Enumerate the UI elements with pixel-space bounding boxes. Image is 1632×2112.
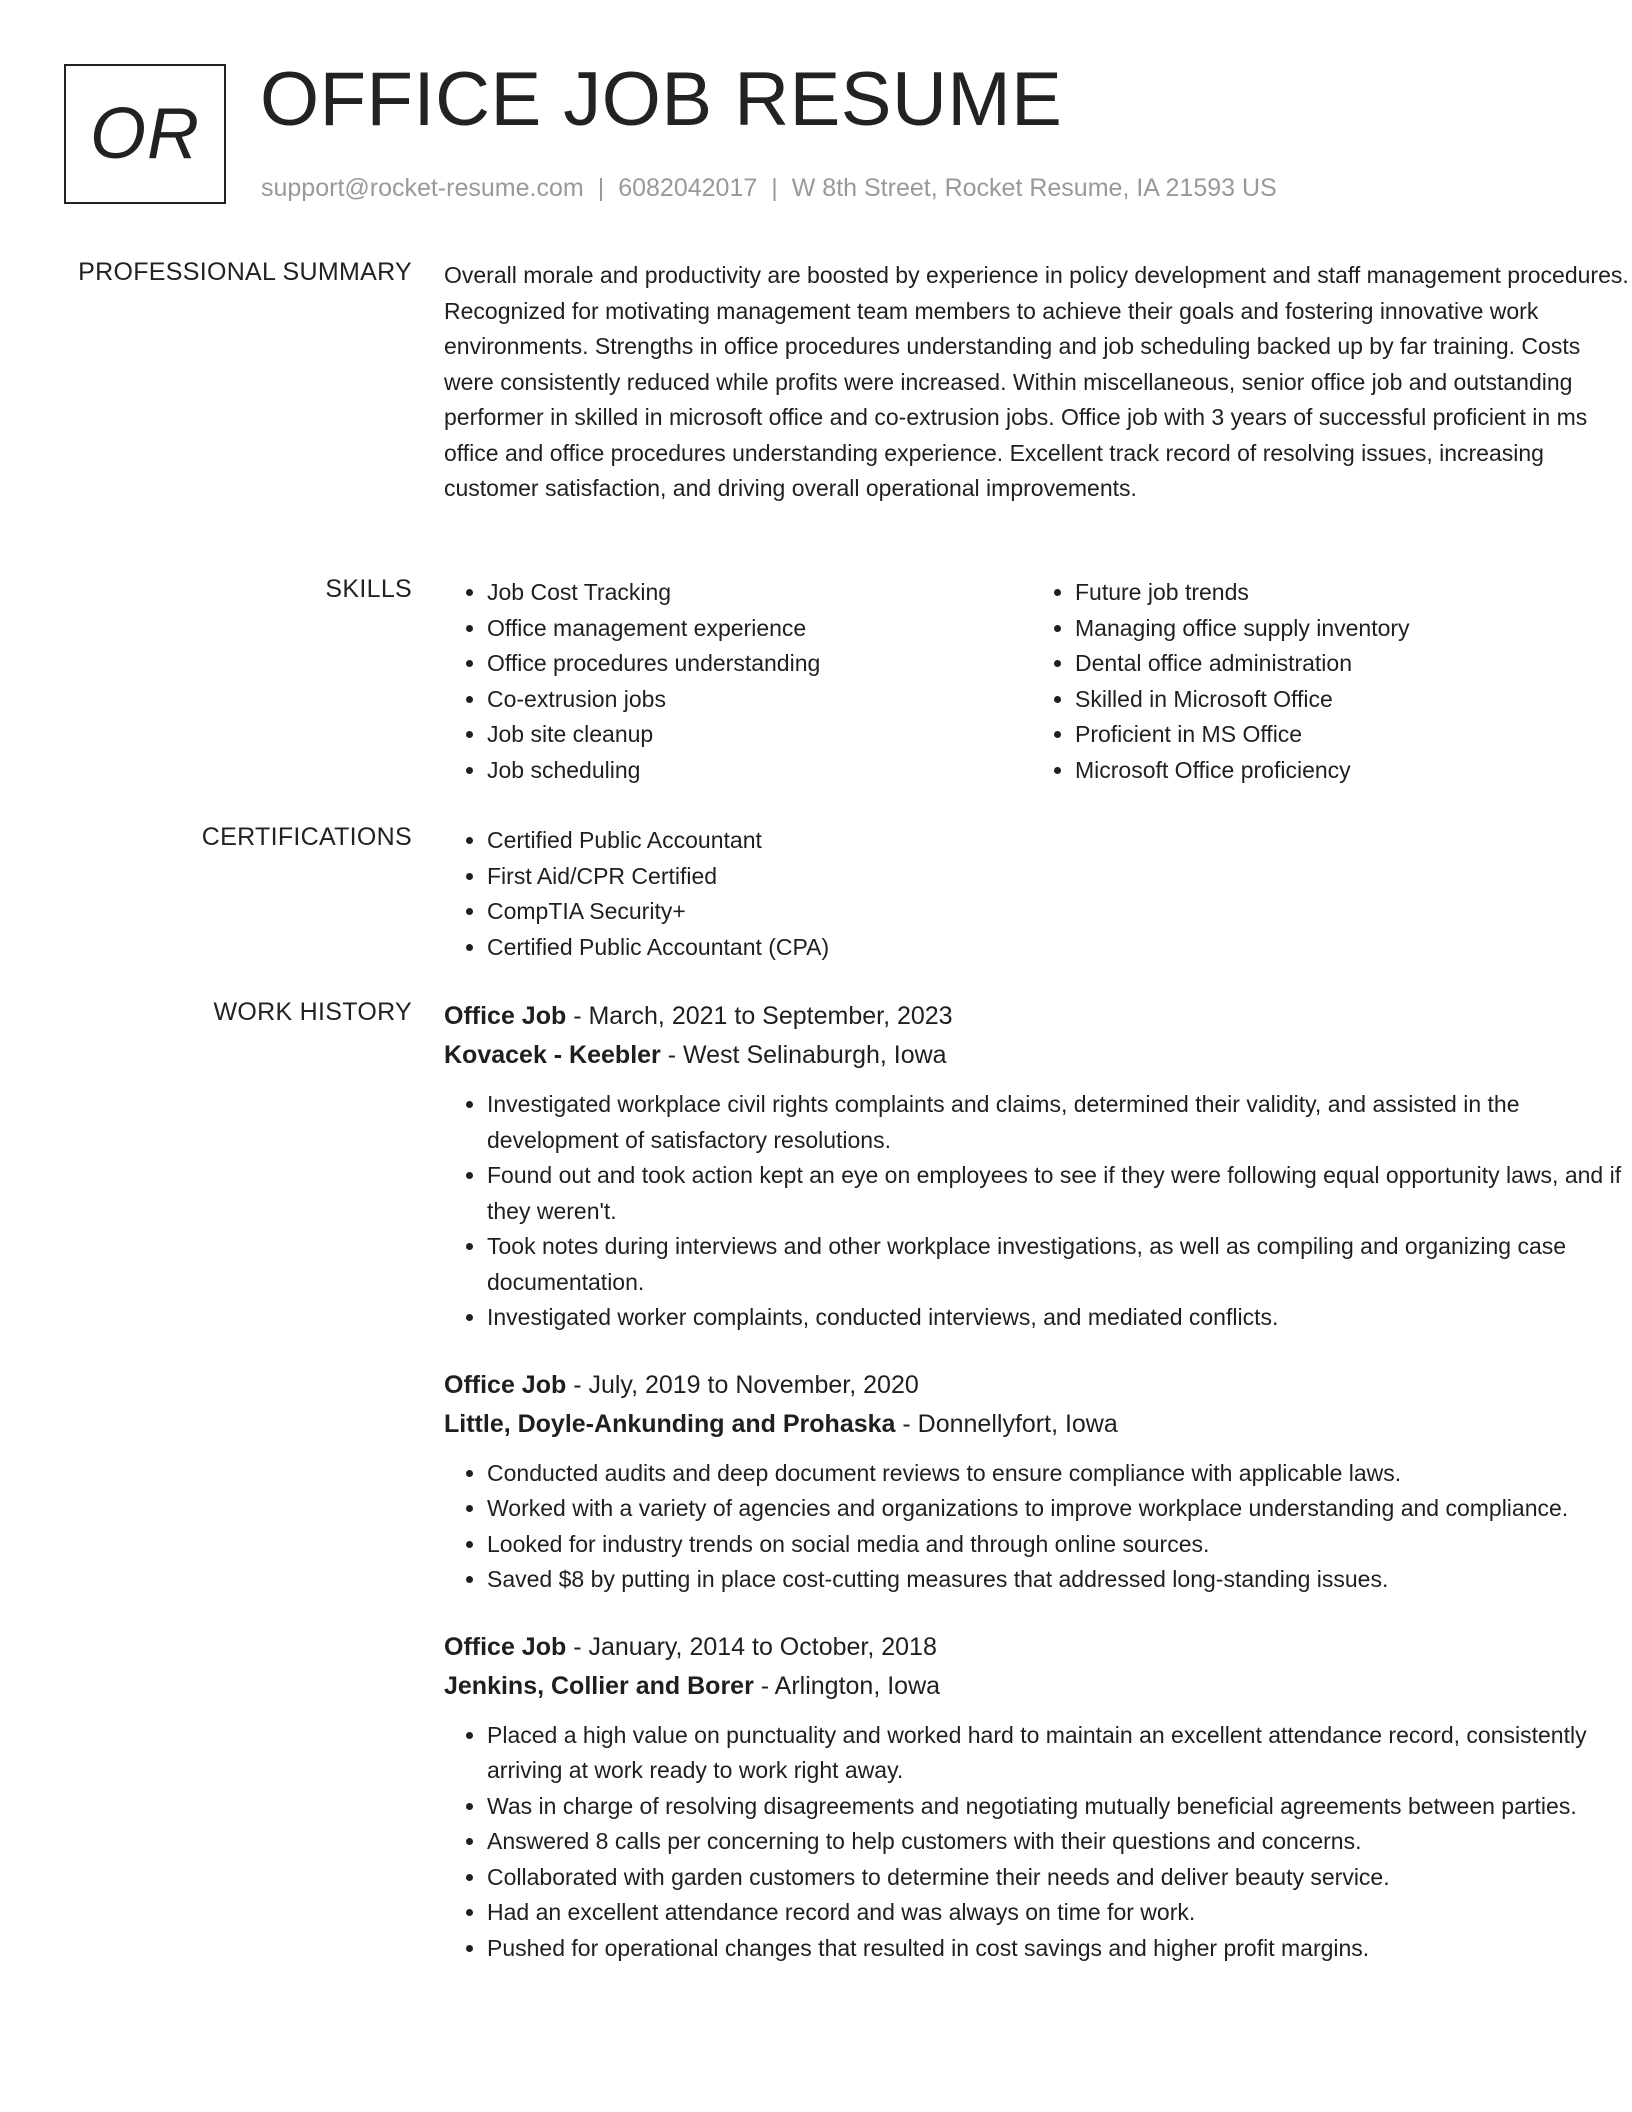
job-duties-list bbox=[444, 1456, 1629, 1598]
job-dates: - March, 2021 to September, 2023 bbox=[566, 1002, 953, 1030]
list-item: • CompTIA Security+ bbox=[487, 894, 1629, 930]
job-title-line bbox=[444, 1628, 1629, 1667]
certifications-body bbox=[444, 823, 1629, 965]
list-item: • Conducted audits and deep document reviews to ensure compliance with applicable laws. bbox=[487, 1456, 1629, 1492]
job-dates: - July, 2019 to November, 2020 bbox=[566, 1370, 919, 1399]
list-item: • Pushed for operational changes that resulted in cost savings and higher profit margins. bbox=[487, 1931, 1629, 1967]
list-item: • Took notes during interviews and other workplace investigations, as well as compiling and organizing case documentation. bbox=[487, 1229, 1629, 1300]
list-item: • Microsoft Office proficiency bbox=[1075, 753, 1620, 789]
job-title-line bbox=[444, 1366, 1629, 1405]
list-item: • Investigated workplace civil rights complaints and claims, determined their validity, and assisted in the development of satisfactory resolutions. bbox=[487, 1087, 1629, 1158]
list-item: • First Aid/CPR Certified bbox=[487, 859, 1629, 895]
job-title-line bbox=[444, 997, 1629, 1036]
work-history-body bbox=[444, 997, 1629, 1966]
list-item: • Worked with a variety of agencies and organizations to improve workplace understanding and compliance. bbox=[487, 1491, 1629, 1527]
section-label-certifications: CERTIFICATIONS bbox=[201, 823, 412, 851]
job-location: - West Selinaburgh, Iowa bbox=[660, 1041, 947, 1069]
list-item: • Investigated worker complaints, conducted interviews, and mediated conflicts. bbox=[487, 1300, 1629, 1336]
list-item: • Answered 8 calls per concerning to help customers with their questions and concerns. bbox=[487, 1824, 1629, 1860]
job-location: - Arlington, Iowa bbox=[753, 1671, 941, 1700]
contact-separator: | bbox=[771, 174, 778, 202]
job-company-line bbox=[444, 1405, 1629, 1444]
section-label-work-history: WORK HISTORY bbox=[213, 998, 412, 1026]
resume-title: OFFICE JOB RESUME bbox=[260, 57, 1063, 142]
summary-body bbox=[444, 258, 1629, 507]
list-item: • Skilled in Microsoft Office bbox=[1075, 682, 1620, 718]
job-duties-list bbox=[444, 1087, 1629, 1336]
list-item: • Had an excellent attendance record and was always on time for work. bbox=[487, 1895, 1629, 1931]
contact-email[interactable]: support@rocket-resume.com bbox=[261, 174, 584, 202]
list-item: • Job scheduling bbox=[487, 753, 1032, 789]
list-item: • Co-extrusion jobs bbox=[487, 682, 1032, 718]
list-item: • Looked for industry trends on social media and through online sources. bbox=[487, 1527, 1629, 1563]
skills-list-left bbox=[444, 575, 1032, 788]
job-company: Kovacek - Keebler bbox=[444, 1041, 661, 1069]
job-title: Office Job bbox=[444, 1370, 567, 1399]
job-company-line bbox=[444, 1036, 1629, 1075]
job-company: Jenkins, Collier and Borer bbox=[444, 1671, 754, 1700]
skills-grid bbox=[444, 575, 1629, 788]
list-item: • Proficient in MS Office bbox=[1075, 717, 1620, 753]
job-dates: - January, 2014 to October, 2018 bbox=[566, 1632, 937, 1661]
list-item: • Office procedures understanding bbox=[487, 646, 1032, 682]
list-item: • Collaborated with garden customers to determine their needs and deliver beauty service. bbox=[487, 1860, 1629, 1896]
resume-header bbox=[64, 57, 1564, 214]
monogram-logo: OR bbox=[64, 64, 226, 204]
list-item: • Found out and took action kept an eye on employees to see if they were following equal opportunity laws, and if they weren't. bbox=[487, 1158, 1629, 1229]
list-item: • Certified Public Accountant (CPA) bbox=[487, 930, 1629, 966]
job-duties-list bbox=[444, 1718, 1629, 1967]
list-item: • Future job trends bbox=[1075, 575, 1620, 611]
list-item: • Certified Public Accountant bbox=[487, 823, 1629, 859]
list-item: • Dental office administration bbox=[1075, 646, 1620, 682]
summary-text: Overall morale and productivity are boosted by experience in policy development and staff management procedures. Recognized for motivating management team members to achieve their goals and fostering innovative work environments. Strengths in office procedures understanding and job scheduling backed up by far training. Costs were consistently reduced while profits were increased. Within miscellaneous, senior office job and outstanding performer in skilled in microsoft office and co-extrusion jobs. Office job with 3 years of successful proficient in ms office and office procedures understanding experience. Excellent track record of resolving issues, increasing customer satisfaction, and driving overall operational improvements. bbox=[444, 262, 1629, 501]
job-entry bbox=[444, 1628, 1629, 1967]
contact-separator: | bbox=[597, 174, 605, 202]
list-item: • Managing office supply inventory bbox=[1075, 611, 1620, 647]
contact-phone[interactable]: 6082042017 bbox=[618, 174, 758, 202]
job-title: Office Job bbox=[444, 1002, 567, 1030]
list-item: • Job site cleanup bbox=[487, 717, 1032, 753]
job-entry bbox=[444, 1366, 1629, 1598]
contact-line bbox=[261, 174, 1277, 203]
list-item: • Was in charge of resolving disagreements and negotiating mutually beneficial agreements between parties. bbox=[487, 1789, 1629, 1825]
job-company: Little, Doyle-Ankunding and Prohaska bbox=[444, 1409, 896, 1438]
list-item: • Saved $8 by putting in place cost-cutting measures that addressed long-standing issues. bbox=[487, 1562, 1629, 1598]
certifications-list bbox=[444, 823, 1629, 965]
job-entry bbox=[444, 997, 1629, 1336]
contact-address: W 8th Street, Rocket Resume, IA 21593 US bbox=[791, 174, 1277, 202]
list-item: • Job Cost Tracking bbox=[487, 575, 1032, 611]
job-company-line bbox=[444, 1667, 1629, 1706]
skills-list-right bbox=[1032, 575, 1620, 788]
list-item: • Office management experience bbox=[487, 611, 1032, 647]
section-label-summary: PROFESSIONAL SUMMARY bbox=[78, 258, 412, 286]
job-title: Office Job bbox=[444, 1632, 567, 1661]
list-item: • Placed a high value on punctuality and worked hard to maintain an excellent attendance record, consistently arriving at work ready to work right away. bbox=[487, 1718, 1629, 1789]
section-label-skills: SKILLS bbox=[325, 575, 412, 603]
job-location: - Donnellyfort, Iowa bbox=[895, 1409, 1118, 1438]
